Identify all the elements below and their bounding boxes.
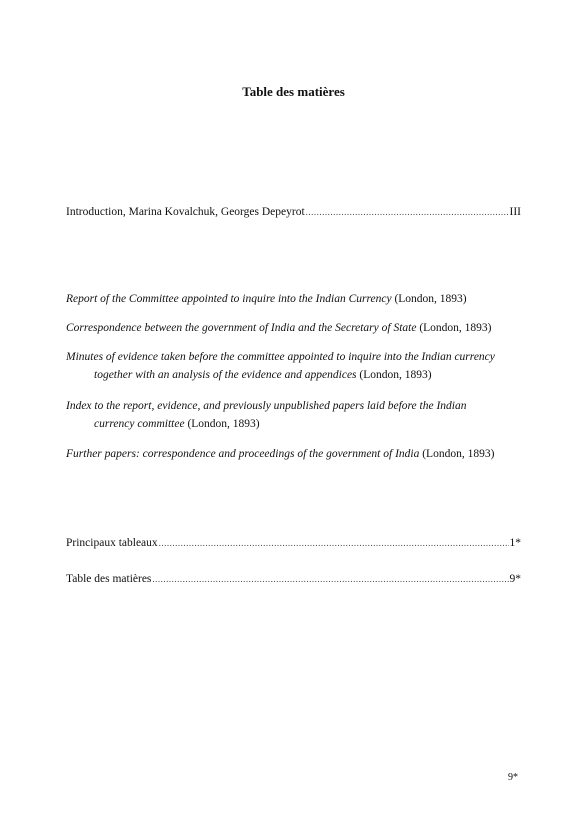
toc-entry-introduction [66, 206, 521, 218]
document-publication: (London, 1893) [419, 322, 492, 334]
document-entry [66, 319, 526, 337]
document-title-continuation: together with an analysis of the evidence and appendices (London, 1893) [94, 369, 432, 381]
document-entry [66, 348, 526, 384]
toc-entry-label: Introduction, Marina Kovalchuk, Georges Depeyrot [66, 206, 305, 218]
toc-page-number: 9* [509, 573, 521, 585]
dot-leader [159, 539, 509, 548]
document-title: Minutes of evidence taken before the committee appointed to inquire into the Indian currency [66, 351, 495, 363]
document-title-continuation: currency committee (London, 1893) [94, 418, 260, 430]
document-publication: (London, 1893) [187, 418, 260, 430]
document-title: Index to the report, evidence, and previously unpublished papers laid before the Indian [66, 400, 467, 412]
toc-page-number: III [509, 206, 521, 218]
dot-leader [306, 208, 509, 217]
page-title: Table des matières [242, 84, 345, 99]
document-entry [66, 290, 526, 308]
toc-entry-principaux-tableaux [66, 537, 521, 549]
document-entry [66, 445, 526, 463]
document-entry [66, 397, 526, 433]
document-publication: (London, 1893) [394, 293, 467, 305]
toc-entry-table-des-matieres [66, 573, 521, 585]
toc-entry-label: Principaux tableaux [66, 537, 158, 549]
toc-page-number: 1* [509, 537, 521, 549]
document-title: Correspondence between the government of India and the Secretary of State [66, 322, 417, 334]
toc-entry-label: Table des matières [66, 573, 152, 585]
document-title: Report of the Committee appointed to inquire into the Indian Currency [66, 293, 392, 305]
document-publication: (London, 1893) [422, 448, 495, 460]
document-title: Further papers: correspondence and proceedings of the government of India [66, 448, 420, 460]
dot-leader [152, 575, 508, 584]
document-publication: (London, 1893) [359, 369, 432, 381]
page-folio: 9* [508, 772, 518, 783]
